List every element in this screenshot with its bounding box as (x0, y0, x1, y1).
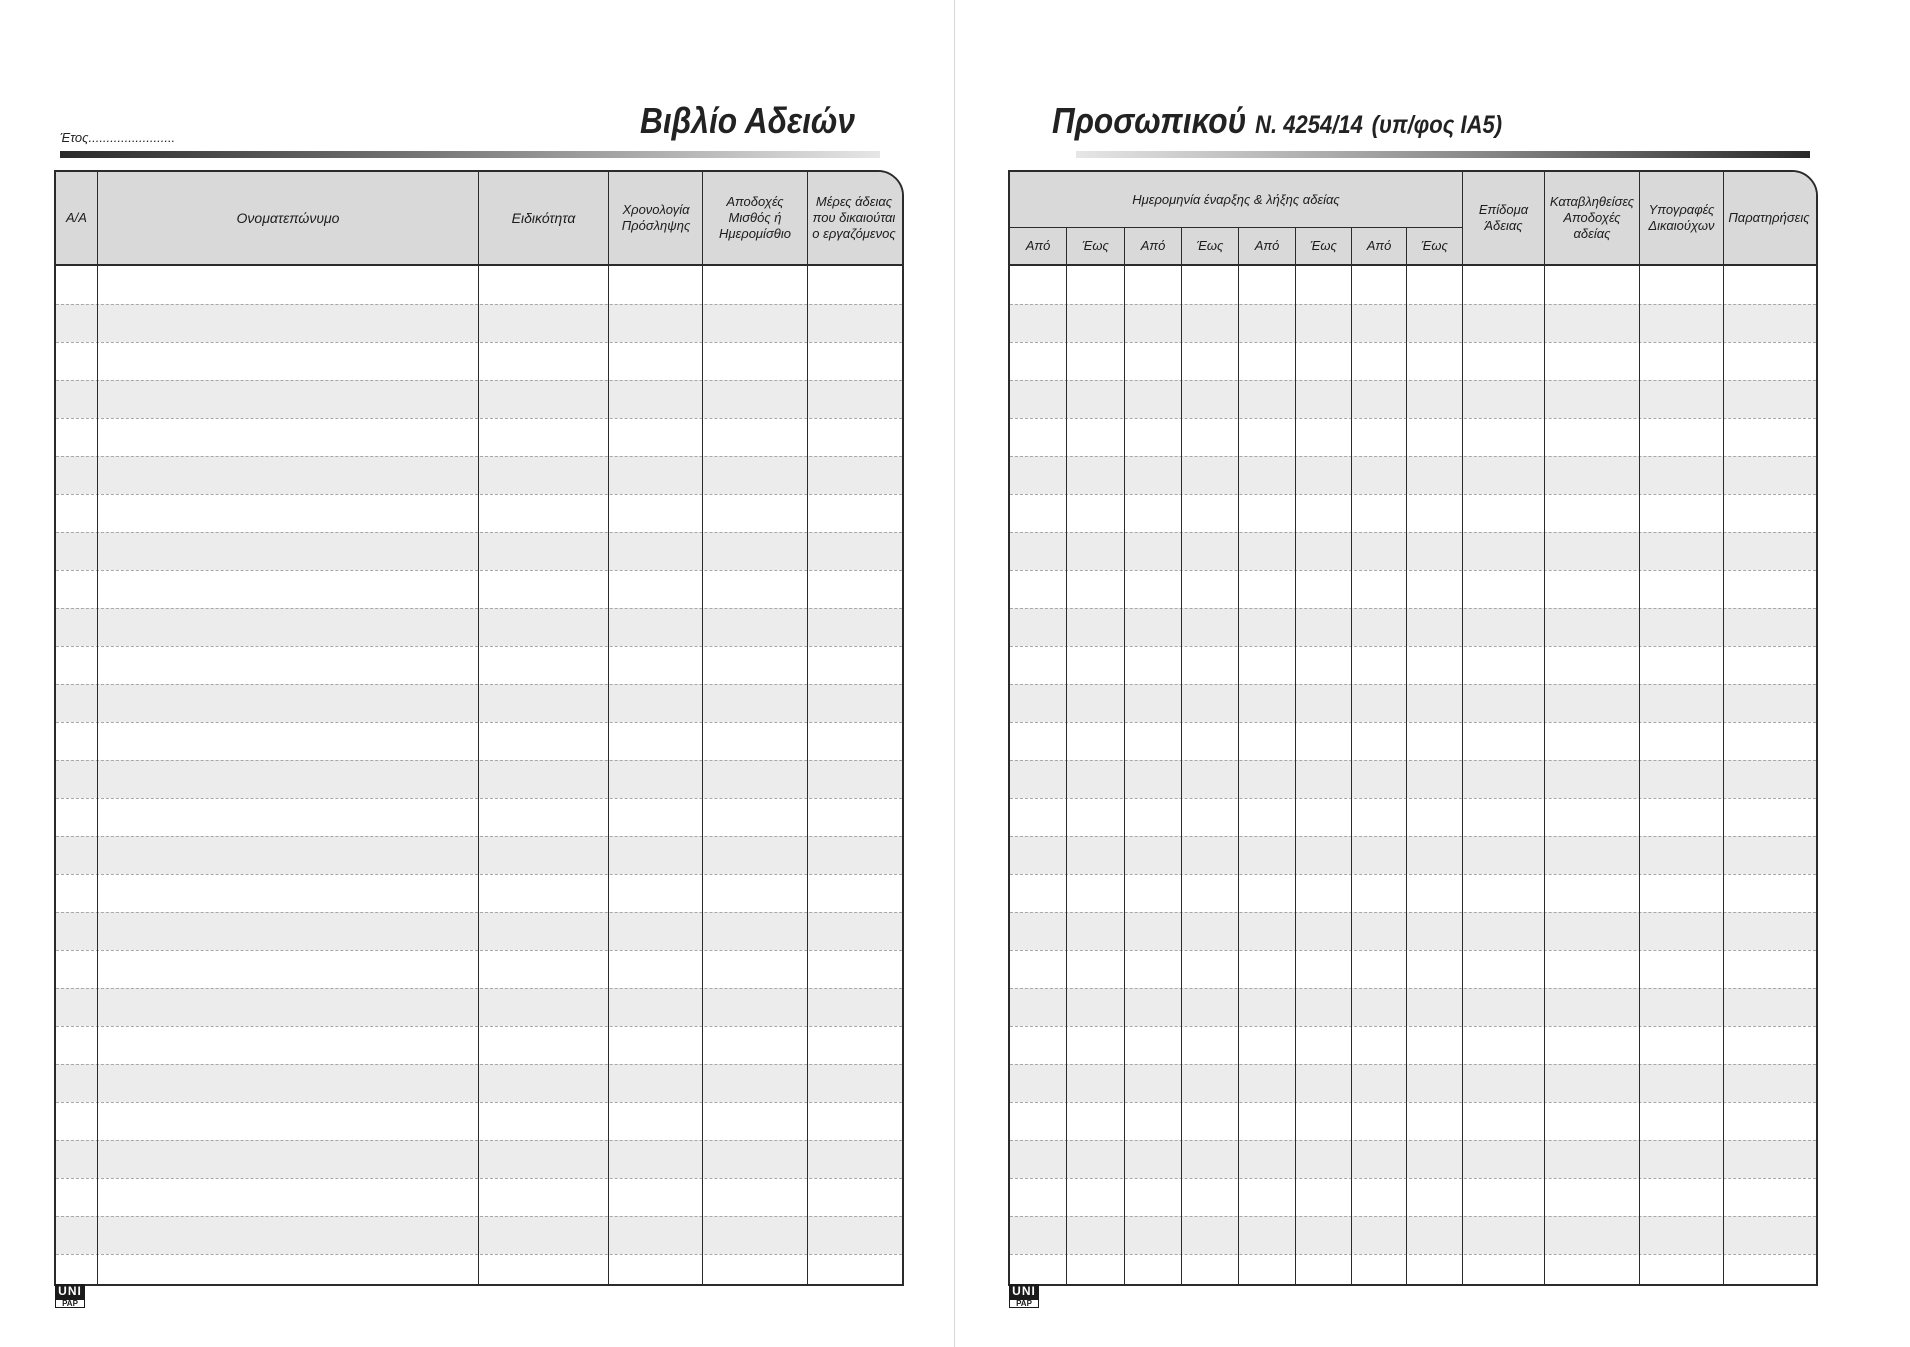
table-row-band (1010, 304, 1816, 342)
left-ledger-table (54, 170, 904, 1286)
col-header-salary: Αποδοχές Μισθός ή Ημερομίσθιο (719, 194, 791, 241)
table-row-band (1010, 1140, 1816, 1178)
left-title-rule (60, 151, 880, 158)
table-row-band (1010, 608, 1816, 646)
row-separator (1010, 532, 1816, 533)
table-row-band (56, 456, 902, 494)
col-divider (1406, 228, 1407, 1284)
row-separator (1010, 760, 1816, 761)
row-separator (56, 494, 902, 495)
row-separator (56, 988, 902, 989)
col-divider (1639, 172, 1640, 1284)
row-separator (56, 304, 902, 305)
col-divider (1181, 228, 1182, 1284)
col-header-to: Έως (1310, 238, 1337, 253)
col-header-to: Έως (1196, 238, 1224, 253)
col-header-aa: Α/Α (66, 210, 87, 225)
left-page (0, 0, 954, 1347)
row-separator (1010, 1178, 1816, 1179)
row-separator (1010, 684, 1816, 685)
col-header-to: Έως (1082, 238, 1109, 253)
col-divider (807, 172, 808, 1284)
col-header-from: Από (1025, 238, 1051, 253)
row-separator (56, 684, 902, 685)
col-header-hire-date: Χρονολογία Πρόσληψης (621, 202, 691, 233)
unipap-logo (55, 1284, 85, 1310)
col-divider (478, 172, 479, 1284)
row-separator (56, 608, 902, 609)
row-separator (1010, 608, 1816, 609)
row-separator (1010, 722, 1816, 723)
row-separator (1010, 494, 1816, 495)
row-separator (56, 1102, 902, 1103)
col-divider (608, 172, 609, 1284)
col-header-to: Έως (1421, 238, 1448, 253)
row-separator (56, 456, 902, 457)
table-row-band (1010, 1216, 1816, 1254)
table-row-band (1010, 532, 1816, 570)
right-title (1052, 100, 1502, 142)
col-divider (1124, 228, 1125, 1284)
row-separator (56, 418, 902, 419)
row-separator (1010, 1064, 1816, 1065)
table-row-band (1010, 1064, 1816, 1102)
col-divider (1723, 172, 1724, 1284)
col-header-paid-leave: Καταβληθείσες Αποδοχές αδείας (1549, 194, 1635, 241)
row-separator (56, 722, 902, 723)
col-header-leave-allowance: Επίδομα Άδειας (1478, 202, 1529, 233)
row-separator (1010, 1140, 1816, 1141)
table-row-band (56, 836, 902, 874)
row-separator (56, 874, 902, 875)
table-row-band (56, 304, 902, 342)
row-separator (1010, 342, 1816, 343)
table-row-band (56, 1064, 902, 1102)
table-row-band (56, 684, 902, 722)
title-main: Προσωπικού (1052, 100, 1247, 141)
table-row-band (1010, 988, 1816, 1026)
row-separator (56, 1140, 902, 1141)
row-separator (56, 912, 902, 913)
table-row-band (56, 988, 902, 1026)
col-header-remarks: Παρατηρήσεις (1728, 210, 1810, 225)
right-ledger-table (1008, 170, 1818, 1286)
row-separator (56, 798, 902, 799)
year-field[interactable]: Έτος........................ (60, 130, 176, 145)
row-separator (1010, 874, 1816, 875)
col-header-fullname: Ονοματεπώνυμο (236, 210, 340, 226)
left-title: Βιβλίο Αδειών (640, 100, 855, 141)
col-divider (1238, 228, 1239, 1284)
row-separator (1010, 380, 1816, 381)
row-separator (1010, 1102, 1816, 1103)
col-header-specialty: Ειδικότητα (511, 210, 576, 226)
table-row-band (1010, 836, 1816, 874)
row-separator (56, 1216, 902, 1217)
col-divider (1544, 172, 1545, 1284)
row-separator (56, 1254, 902, 1255)
col-header-leave-days: Μέρες άδειας που δικαιούται ο εργαζόμενος (812, 194, 896, 241)
col-divider (702, 172, 703, 1284)
row-separator (56, 646, 902, 647)
col-header-from: Από (1254, 238, 1280, 253)
col-header-from: Από (1140, 238, 1166, 253)
title-ref: (υπ/φος ΙΑ5) (1371, 111, 1503, 139)
logo-top-text: UNI (1009, 1284, 1039, 1299)
row-separator (1010, 950, 1816, 951)
col-header-date-group: Ημερομηνία έναρξης & λήξης αδείας (1132, 191, 1340, 207)
table-row-band (56, 1140, 902, 1178)
col-header-signatures: Υπογραφές Δικαιούχων (1648, 202, 1715, 233)
row-separator (56, 380, 902, 381)
right-page (956, 0, 1910, 1347)
table-row-band (1010, 456, 1816, 494)
row-separator (1010, 570, 1816, 571)
row-separator (56, 836, 902, 837)
logo-bottom-text: PAP (1009, 1299, 1039, 1308)
row-separator (1010, 836, 1816, 837)
row-separator (1010, 304, 1816, 305)
row-separator (1010, 912, 1816, 913)
row-separator (56, 342, 902, 343)
row-separator (1010, 456, 1816, 457)
col-divider (97, 172, 98, 1284)
row-separator (56, 532, 902, 533)
row-separator (1010, 988, 1816, 989)
row-separator (1010, 798, 1816, 799)
right-title-rule (1076, 151, 1810, 158)
table-row-band (56, 760, 902, 798)
logo-top-text: UNI (55, 1284, 85, 1299)
row-separator (56, 1026, 902, 1027)
table-row-band (1010, 912, 1816, 950)
row-separator (1010, 418, 1816, 419)
col-divider (1066, 228, 1067, 1284)
col-divider (1351, 228, 1352, 1284)
row-separator (56, 570, 902, 571)
table-row-band (1010, 760, 1816, 798)
row-separator (1010, 646, 1816, 647)
page-spine (954, 0, 955, 1347)
table-row-band (1010, 684, 1816, 722)
row-separator (1010, 1216, 1816, 1217)
row-separator (1010, 1026, 1816, 1027)
col-divider (1462, 172, 1463, 1284)
table-row-band (56, 608, 902, 646)
table-row-band (56, 912, 902, 950)
unipap-logo (1009, 1284, 1039, 1310)
row-separator (1010, 1254, 1816, 1255)
table-row-band (1010, 380, 1816, 418)
logo-bottom-text: PAP (55, 1299, 85, 1308)
table-row-band (56, 1216, 902, 1254)
table-row-band (56, 532, 902, 570)
title-law: Ν. 4254/14 (1255, 111, 1363, 139)
row-separator (56, 1064, 902, 1065)
row-separator (56, 950, 902, 951)
row-separator (56, 760, 902, 761)
col-divider (1295, 228, 1296, 1284)
row-separator (56, 1178, 902, 1179)
table-row-band (56, 380, 902, 418)
col-header-from: Από (1366, 238, 1392, 253)
